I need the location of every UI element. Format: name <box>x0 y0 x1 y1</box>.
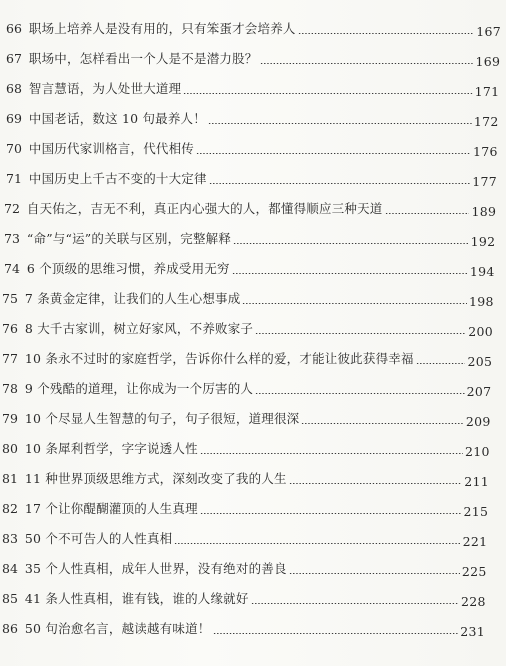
toc-entry[interactable] <box>0 340 506 370</box>
dot-leader <box>200 513 462 514</box>
toc-entry-page-number: 189 <box>471 203 497 219</box>
toc-entry-title: “命”与“运”的关联与区别，完整解释 <box>26 230 232 246</box>
toc-entry-number: 76 <box>2 320 18 336</box>
toc-entry-title: 50 句治愈名言，越读越有味道！ <box>24 620 211 636</box>
toc-entry-page-number: 215 <box>463 503 489 519</box>
toc-entry-page-number: 194 <box>469 263 495 279</box>
table-of-contents <box>0 10 506 640</box>
toc-entry-title: 6 个顶级的思维习惯，养成受用无穷 <box>26 260 230 276</box>
toc-entry[interactable] <box>0 430 506 460</box>
toc-entry-page-number: 176 <box>473 143 498 159</box>
toc-entry[interactable] <box>0 490 506 520</box>
toc-entry-number: 67 <box>6 50 22 66</box>
dot-leader <box>289 573 460 574</box>
dot-leader <box>255 393 465 394</box>
toc-entry-number: 75 <box>2 290 18 306</box>
toc-entry-title: 8 大千古家训，树立好家风，不养败家子 <box>24 320 254 336</box>
dot-leader <box>385 213 470 214</box>
toc-entry-number: 71 <box>6 170 22 186</box>
toc-entry-page-number: 169 <box>475 53 501 69</box>
dot-leader <box>251 603 459 604</box>
toc-entry-page-number: 225 <box>461 563 487 579</box>
toc-entry[interactable] <box>0 310 506 340</box>
dot-leader <box>213 633 459 634</box>
toc-entry-title: 35 个人性真相，成年人世界，没有绝对的善良 <box>24 560 287 576</box>
toc-entry[interactable] <box>0 580 506 610</box>
toc-entry-page-number: 171 <box>474 83 500 99</box>
toc-entry-number: 83 <box>2 530 18 546</box>
toc-entry-number: 72 <box>4 200 20 216</box>
toc-entry[interactable] <box>0 190 506 220</box>
toc-entry-page-number: 205 <box>467 353 493 369</box>
toc-entry-number: 70 <box>6 140 22 156</box>
toc-entry-title: 50 个不可告人的人性真相 <box>24 530 173 546</box>
toc-entry-page-number: 228 <box>461 593 486 609</box>
dot-leader <box>301 423 463 424</box>
toc-entry[interactable] <box>0 220 506 250</box>
toc-entry-page-number: 210 <box>465 443 490 459</box>
toc-entry-title: 11 种世界顶级思维方式，深刻改变了我的人生 <box>24 470 287 486</box>
toc-entry[interactable] <box>0 40 506 70</box>
toc-entry-number: 66 <box>6 20 22 36</box>
toc-entry-title: 9 个残酷的道理，让你成为一个厉害的人 <box>24 380 254 396</box>
toc-entry-number: 78 <box>2 380 18 396</box>
toc-entry-title: 中国历史上千古不变的十大定律 <box>28 170 207 186</box>
dot-leader <box>183 93 472 94</box>
toc-entry-title: 职场上培养人是没有用的，只有笨蛋才会培养人 <box>28 20 296 36</box>
toc-entry[interactable] <box>0 10 506 40</box>
toc-entry[interactable] <box>0 160 506 190</box>
dot-leader <box>416 363 466 364</box>
toc-entry[interactable] <box>0 460 506 490</box>
toc-entry-page-number: 209 <box>465 413 491 429</box>
toc-entry-page-number: 167 <box>476 23 501 39</box>
toc-entry-page-number: 177 <box>472 173 497 189</box>
toc-entry[interactable] <box>0 550 506 580</box>
dot-leader <box>233 243 469 244</box>
dot-leader <box>196 153 471 154</box>
toc-entry-number: 73 <box>4 230 20 246</box>
dot-leader <box>260 63 474 64</box>
toc-entry-number: 81 <box>2 470 18 486</box>
toc-entry-title: 职场中，怎样看出一个人是不是潜力股？ <box>28 50 258 66</box>
dot-leader <box>174 543 460 544</box>
toc-entry-title: 自天佑之，吉无不利，真正内心强大的人，都懂得顺应三种天道 <box>26 200 383 216</box>
toc-entry-title: 41 条人性真相，谁有钱，谁的人缘就好 <box>24 590 249 606</box>
toc-entry-page-number: 207 <box>466 383 492 399</box>
toc-entry[interactable] <box>0 280 506 310</box>
toc-entry-number: 82 <box>2 500 18 516</box>
dot-leader <box>242 303 467 304</box>
toc-entry-title: 17 个让你醍醐灌顶的人生真理 <box>24 500 198 516</box>
dot-leader <box>289 483 463 484</box>
toc-entry-page-number: 192 <box>470 233 496 249</box>
toc-entry-page-number: 198 <box>469 293 494 309</box>
toc-entry-title: 中国历代家训格言，代代相传 <box>28 140 195 156</box>
toc-entry-number: 68 <box>6 80 22 96</box>
toc-entry-page-number: 172 <box>473 113 499 129</box>
toc-entry-page-number: 211 <box>464 473 489 489</box>
toc-entry-title: 7 条黄金定律，让我们的人生心想事成 <box>24 290 241 306</box>
toc-entry-number: 79 <box>2 410 18 426</box>
toc-entry-title: 10 条犀利哲学，字字说透人性 <box>24 440 198 456</box>
toc-entry-number: 86 <box>2 620 18 636</box>
toc-entry-number: 69 <box>6 110 22 126</box>
toc-entry[interactable] <box>0 400 506 430</box>
toc-entry[interactable] <box>0 70 506 100</box>
dot-leader <box>232 273 468 274</box>
toc-entry-title: 10 个尽显人生智慧的句子，句子很短，道理很深 <box>24 410 300 426</box>
toc-entry-number: 85 <box>2 590 18 606</box>
toc-entry[interactable] <box>0 130 506 160</box>
toc-entry-number: 84 <box>2 560 18 576</box>
toc-entry-title: 智言慧语，为人处世大道理 <box>28 80 182 96</box>
toc-entry-title: 10 条永不过时的家庭哲学，告诉你什么样的爱，才能让彼此获得幸福 <box>24 350 414 366</box>
toc-entry[interactable] <box>0 370 506 400</box>
toc-entry[interactable] <box>0 250 506 280</box>
toc-entry-number: 80 <box>2 440 18 456</box>
dot-leader <box>200 453 463 454</box>
dot-leader <box>298 33 475 34</box>
toc-entry-title: 中国老话，数这 10 句最养人！ <box>28 110 206 126</box>
toc-entry-number: 74 <box>4 260 20 276</box>
toc-entry-page-number: 200 <box>468 323 493 339</box>
dot-leader <box>208 123 472 124</box>
toc-entry[interactable] <box>0 100 506 130</box>
toc-entry-page-number: 221 <box>462 533 488 549</box>
toc-entry[interactable] <box>0 610 506 640</box>
toc-entry-number: 77 <box>2 350 18 366</box>
toc-entry-page-number: 231 <box>460 623 485 639</box>
dot-leader <box>255 333 466 334</box>
dot-leader <box>209 183 471 184</box>
toc-entry[interactable] <box>0 520 506 550</box>
